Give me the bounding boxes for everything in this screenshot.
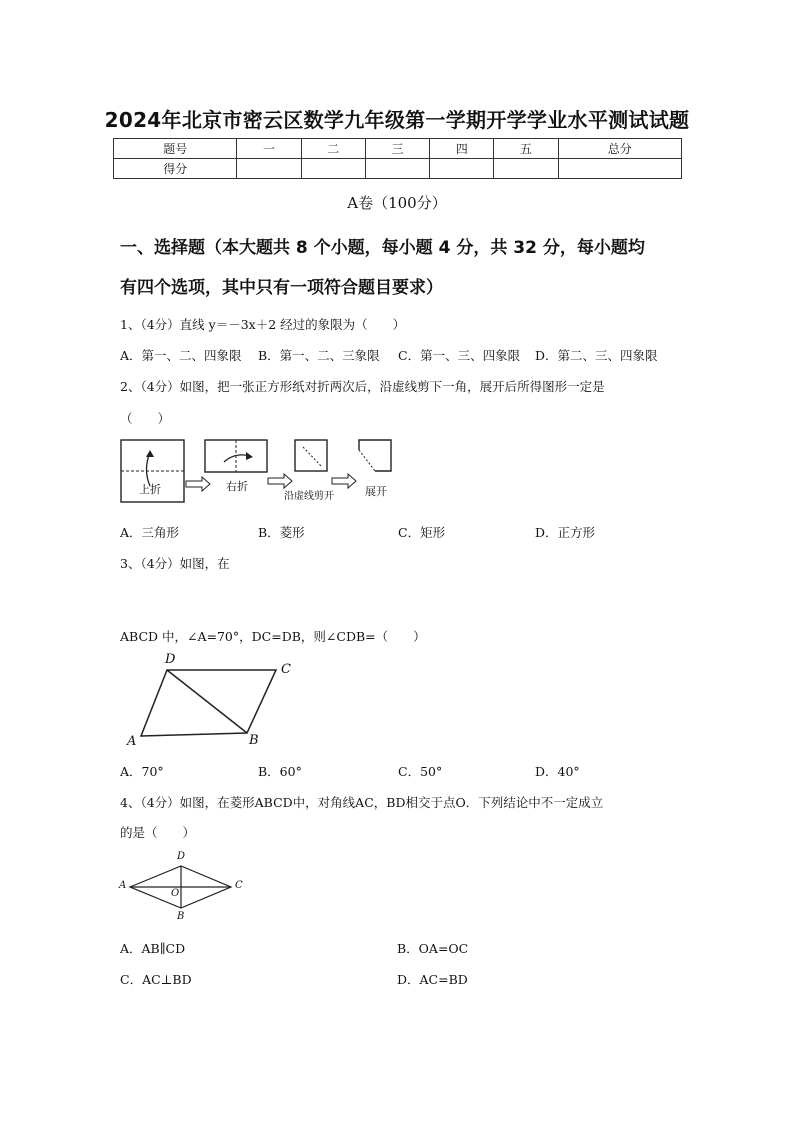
q2-option-b: B．菱形 bbox=[258, 525, 305, 540]
q2-option-c: C．矩形 bbox=[398, 525, 446, 540]
vertex-label-c: C bbox=[281, 662, 291, 677]
vertex-label-d: D bbox=[177, 851, 186, 862]
score-table-column: 二 bbox=[301, 139, 365, 159]
score-table-column: 五 bbox=[494, 139, 558, 159]
q2-stem-cont: （ ） bbox=[120, 411, 171, 426]
score-table-column: 四 bbox=[430, 139, 494, 159]
score-table-column: 一 bbox=[237, 139, 301, 159]
q4-option-b: B．OA=OC bbox=[397, 941, 469, 956]
q2-option-d: D．正方形 bbox=[535, 525, 596, 540]
label-fold-right: 右折 bbox=[226, 480, 248, 493]
label-unfold: 展开 bbox=[365, 485, 387, 498]
score-table-row-label: 题号 bbox=[114, 139, 237, 159]
center-label-o: O bbox=[171, 888, 180, 899]
q4-option-d: D．AC=BD bbox=[397, 972, 468, 987]
vertex-label-b: B bbox=[177, 911, 185, 922]
q1-stem: 1、（4分）直线 y＝－3x＋2 经过的象限为（ ） bbox=[120, 317, 406, 332]
q2-option-a: A．三角形 bbox=[120, 525, 180, 540]
q4-option-c: C．AC⊥BD bbox=[120, 972, 192, 987]
vertex-label-d: D bbox=[165, 652, 176, 667]
label-cut: 沿虚线剪开 bbox=[284, 491, 334, 502]
q4-stem-cont: 的是（ ） bbox=[120, 825, 196, 840]
q4-option-a: A．AB∥CD bbox=[120, 941, 186, 956]
q4-stem: 4、（4分）如图，在菱形ABCD中，对角线AC，BD相交于点O．下列结论中不一定成立 bbox=[120, 795, 604, 810]
score-table-column: 总分 bbox=[558, 139, 681, 159]
q1-option-b: B．第一、二、三象限 bbox=[258, 348, 380, 363]
q3-option-b: B．60° bbox=[258, 764, 302, 779]
q3-option-d: D．40° bbox=[535, 764, 580, 779]
q3-option-c: C．50° bbox=[398, 764, 443, 779]
score-table-row-label: 得分 bbox=[114, 159, 237, 179]
q1-option-c: C．第一、三、四象限 bbox=[398, 348, 521, 363]
page-title: 2024年北京市密云区数学九年级第一学期开学学业水平测试试题 bbox=[104, 108, 690, 132]
vertex-label-b: B bbox=[249, 733, 259, 748]
label-fold-up: 上折 bbox=[139, 483, 161, 496]
q1-option-a: A．第一、二、四象限 bbox=[120, 348, 242, 363]
vertex-label-a: A bbox=[119, 880, 127, 891]
volume-heading: A卷（100分） bbox=[347, 194, 447, 212]
q1-option-d: D．第二、三、四象限 bbox=[535, 348, 658, 363]
score-table-column: 三 bbox=[365, 139, 429, 159]
vertex-label-a: A bbox=[127, 734, 137, 749]
section-heading-line2: 有四个选项，其中只有一项符合题目要求） bbox=[120, 278, 443, 298]
q3-stem: 3、（4分）如图，在 bbox=[120, 556, 230, 571]
q3-option-a: A．70° bbox=[120, 764, 164, 779]
vertex-label-c: C bbox=[235, 880, 243, 891]
section-heading-line1: 一、选择题（本大题共 8 个小题，每小题 4 分，共 32 分，每小题均 bbox=[120, 238, 645, 258]
q3-stem-cont: ABCD 中，∠A=70°，DC=DB，则∠CDB=（ ） bbox=[120, 629, 426, 644]
q2-stem: 2、（4分）如图，把一张正方形纸对折两次后，沿虚线剪下一角，展开后所得图形一定是 bbox=[120, 379, 605, 394]
